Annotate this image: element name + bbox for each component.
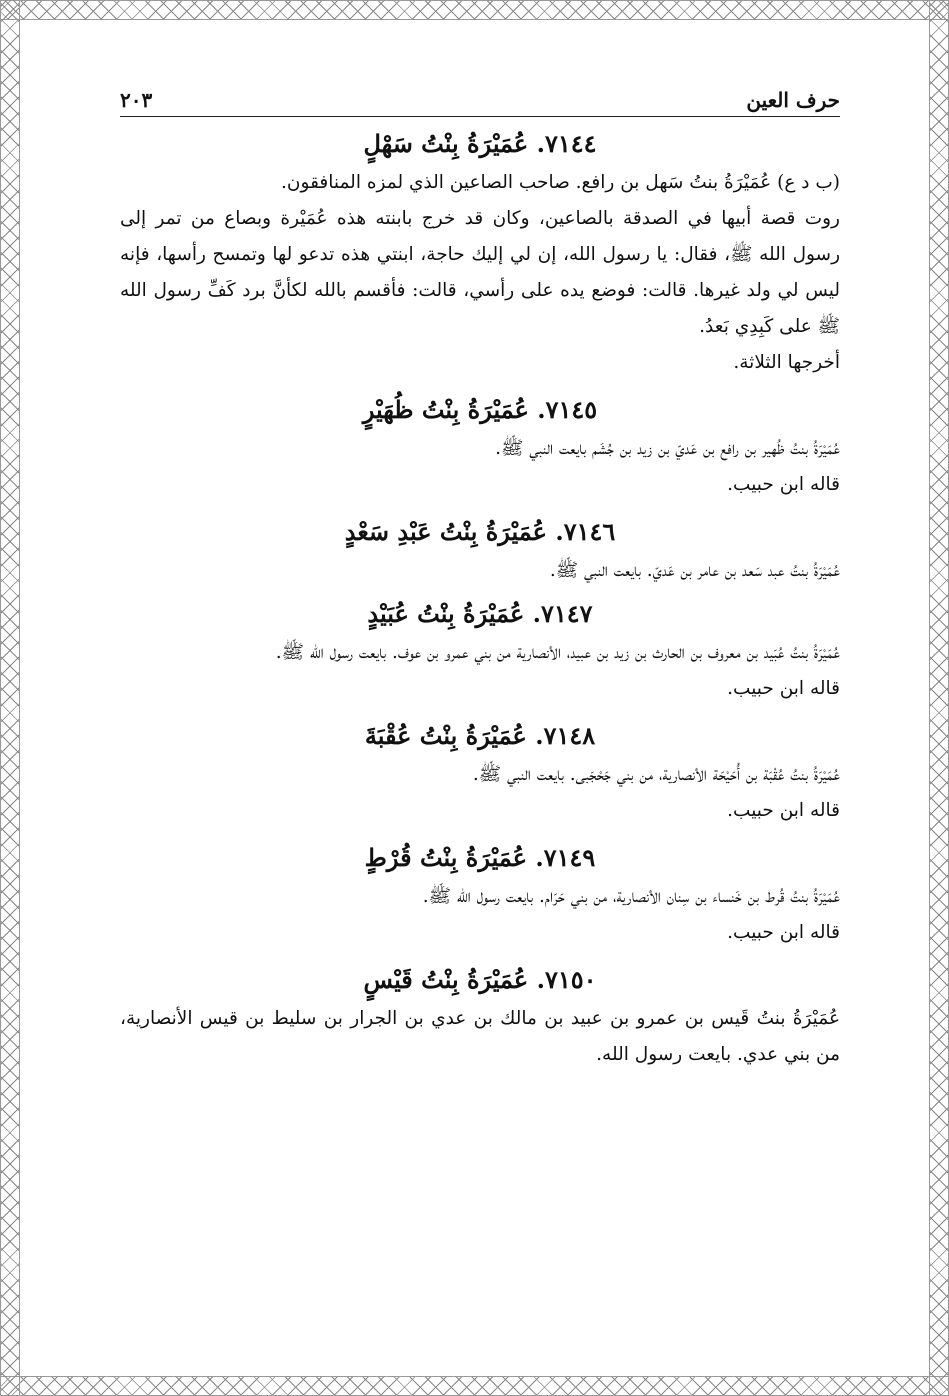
entry-heading: ٧١٤٤. عُمَيْرَةُ بِنْتُ سَهْلٍ xyxy=(363,129,597,158)
entry-paragraph: عُمَيْرَةُ بنتُ ظُهير بن رافع بن عَديّ بن زيد بن جُشَم بايعت النبي ﷺ. xyxy=(495,438,840,459)
entry-heading: ٧١٤٧. عُمَيْرَةُ بِنْتُ عُبَيْدٍ xyxy=(367,599,593,628)
decorative-border-bottom xyxy=(0,1376,949,1396)
entry-paragraph: عُمَيْرَةُ بنتُ عبد سَعد بن عامر بن عَديّ. بايعت النبي ﷺ. xyxy=(549,560,840,581)
entry-7150 xyxy=(120,959,840,1073)
running-title: حرف العين xyxy=(746,88,840,112)
entry-7144 xyxy=(120,123,840,381)
entry-7148 xyxy=(120,715,840,829)
entry-paragraph: أخرجها الثلاثة. xyxy=(733,352,840,373)
entry-paragraph: عُمَيْرَةُ بنتُ قُرط بن خَنساء بن سِنان الأنصارية، من بني حَرَام. بايعت رسول الله ﷺ. xyxy=(422,886,840,907)
entry-paragraph: عُمَيْرَةُ بنتُ قَيس بن عمرو بن عبيد بن مالك بن عدي بن الجرار بن سليط بن قيس الأنصارية، من بني عدي. بايعت رسول الله. xyxy=(120,1008,840,1065)
entry-heading: ٧١٤٥. عُمَيْرَةُ بِنْتُ ظُهَيْرٍ xyxy=(362,395,598,424)
entry-paragraph: قاله ابن حبيب. xyxy=(727,800,840,821)
entry-paragraph: قاله ابن حبيب. xyxy=(727,922,840,943)
decorative-border-right xyxy=(929,0,949,1396)
entry-paragraph: قاله ابن حبيب. xyxy=(727,474,840,495)
decorative-border-left xyxy=(0,0,20,1396)
entry-heading: ٧١٤٨. عُمَيْرَةُ بِنْتُ عُقْبَةَ xyxy=(364,721,596,750)
entry-7149 xyxy=(120,837,840,951)
page-body xyxy=(120,78,840,1073)
entry-heading: ٧١٤٩. عُمَيْرَةُ بِنْتُ قُرْطٍ xyxy=(364,843,596,872)
entry-paragraph: قاله ابن حبيب. xyxy=(727,678,840,699)
entry-7147 xyxy=(120,593,840,707)
entry-paragraph: عُمَيْرَةُ بنتُ عُبَيد بن معروف بن الحارث بن زيد بن عبيد، الأنصارية من بني عمرو بن عوف. بايعت رسول الله ﷺ. xyxy=(275,642,840,663)
entry-paragraph: (ب د ع) عُمَيْرَةُ بنتُ سَهل بن رافع. صاحب الصاعين الذي لمزه المنافقون. xyxy=(281,172,840,193)
decorative-border-top xyxy=(0,0,949,20)
entry-heading: ٧١٤٦. عُمَيْرَةُ بِنْتُ عَبْدِ سَعْدٍ xyxy=(344,517,616,546)
entry-paragraph: عُمَيْرَةُ بنتُ عُقْبَة بن أُحَيْحَة الأنصارية، من بني جَحْجَبى. بايعت النبي ﷺ. xyxy=(472,764,840,785)
page-number: ٢٠٣ xyxy=(120,88,153,112)
entry-7145 xyxy=(120,389,840,503)
entry-heading: ٧١٥٠. عُمَيْرَةُ بِنْتُ قَيْسٍ xyxy=(363,965,597,994)
page-header xyxy=(120,78,840,117)
entry-paragraph: روت قصة أبيها في الصدقة بالصاعين، وكان قد خرج بابنته هذه عُمَيْرة وبصاع من تمر إلى رسول الله ﷺ، فقال: يا رسول الله، إن لي إليك حاجة، ابنتي هذه تدعو لها وتمسح رأسها، فإنه ليس لي ولد غيرها. قالت: فوضع يده على رأسي، قالت: فأقسم بالله لكأنَّ برد كَفِّ رسول الله ﷺ على كَبِدِي بَعدُ. xyxy=(120,208,840,337)
entry-7146 xyxy=(120,511,840,589)
